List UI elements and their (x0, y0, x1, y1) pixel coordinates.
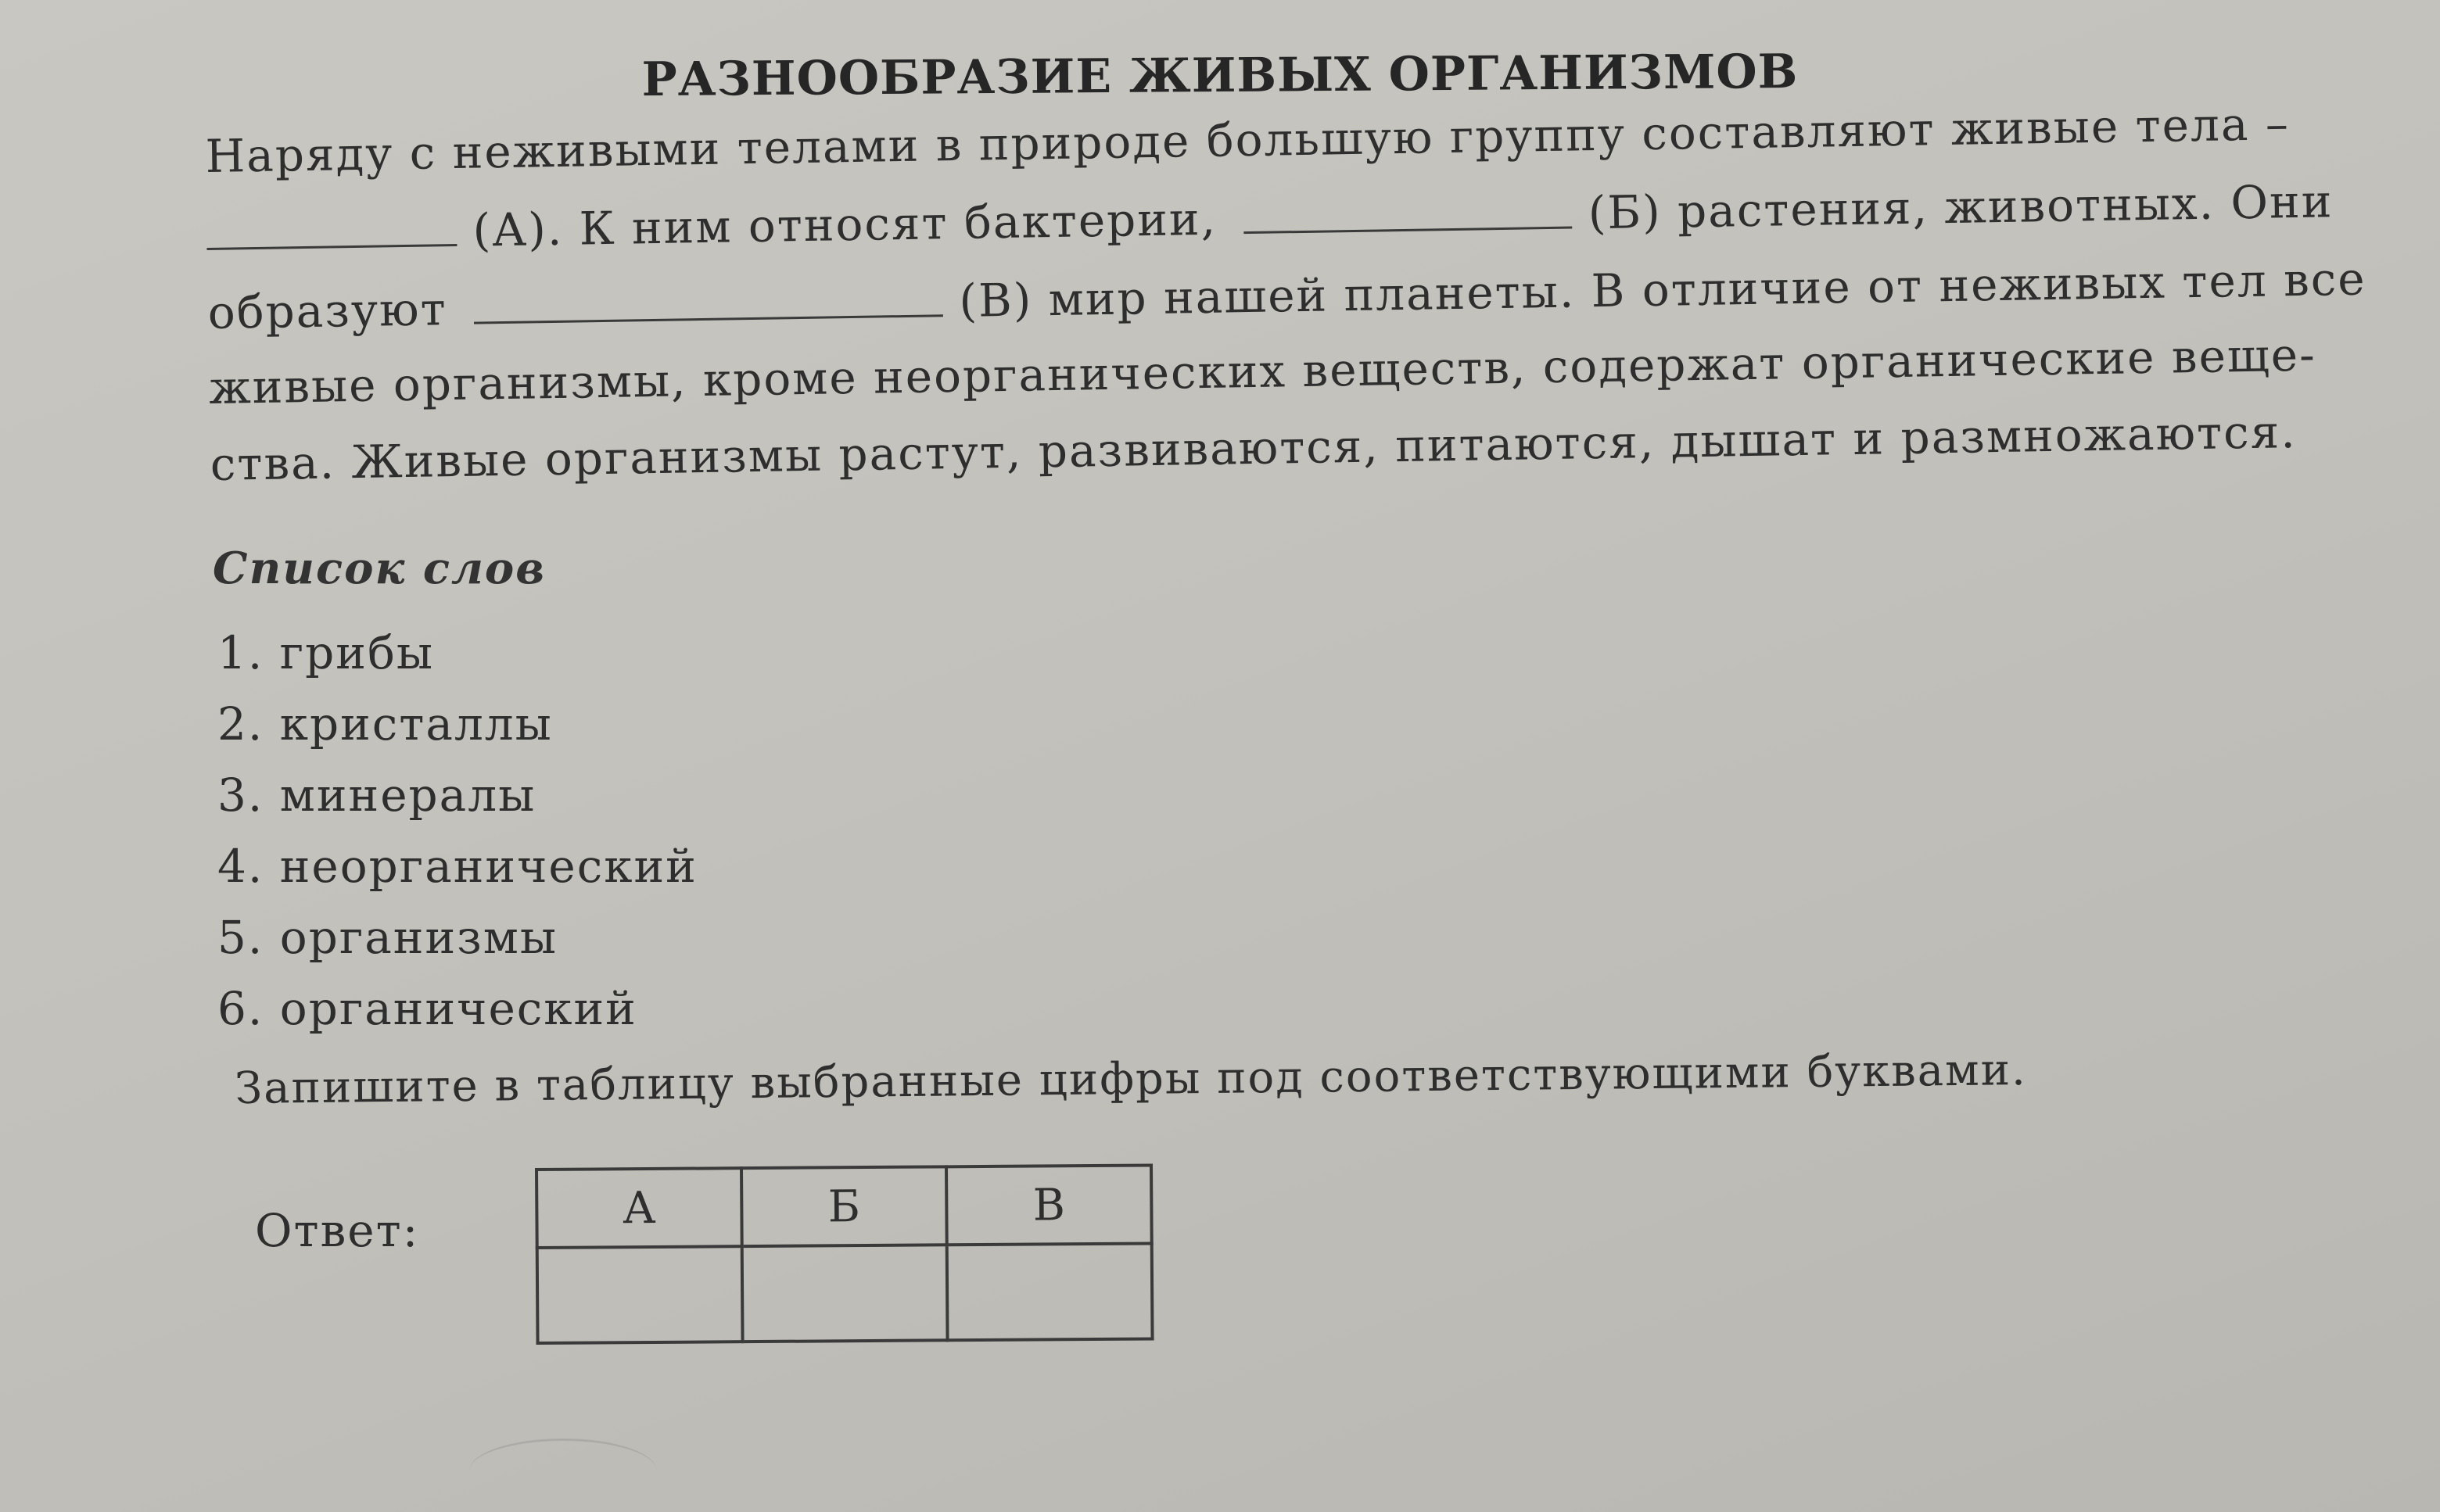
paragraph-line-2 (206, 170, 2334, 266)
word-list-item: 5. организмы (217, 911, 558, 964)
word-list-item: 2. кристаллы (217, 697, 553, 751)
answer-cell-c[interactable] (947, 1243, 1153, 1340)
answer-label: Ответ: (255, 1204, 420, 1257)
answer-header-b: Б (741, 1166, 947, 1246)
answer-header-a: А (536, 1168, 742, 1248)
paragraph-line-4: живые организмы, кроме неорганических веществ, содержат органические веще- (208, 328, 2317, 414)
answer-table-input-row (537, 1243, 1153, 1342)
word-list-item: 3. минералы (217, 769, 536, 822)
page-title: РАЗНООБРАЗИЕ ЖИВЫХ ОРГАНИЗМОВ (641, 44, 1799, 108)
blank-a[interactable] (206, 206, 458, 250)
pencil-mark (469, 1439, 657, 1503)
word-list-title: Список слов (213, 543, 547, 594)
answer-table (535, 1163, 1154, 1345)
word-list-item: 6. органический (217, 982, 637, 1035)
word-list-item: 1. грибы (217, 626, 435, 679)
answer-cell-a[interactable] (537, 1246, 743, 1343)
blank-b[interactable] (1243, 189, 1573, 235)
paragraph-line-2-text-b: (Б) растения, животных. Они (1588, 174, 2334, 240)
answer-cell-b[interactable] (742, 1245, 948, 1342)
answer-table-header-row (536, 1165, 1152, 1247)
instruction-text: Запишите в таблицу выбранные цифры под соответствующими буквами. (235, 1044, 2028, 1114)
word-list (217, 618, 698, 1044)
blank-c[interactable] (474, 277, 944, 324)
paragraph-line-1: Наряду с неживыми телами в природе большую группу составляют живые тела – (205, 97, 2291, 183)
answer-header-c: В (946, 1165, 1152, 1245)
paragraph-line-2-text-a: (А). К ним относят бактерии, (472, 192, 1218, 257)
paragraph-line-3-text-a: образуют (207, 282, 448, 339)
paragraph-line-5: ства. Живые организмы растут, развиваются, питаются, дышат и размножаются. (210, 405, 2298, 491)
paragraph-line-3-text-b: (В) мир нашей планеты. В отличие от неживых тел все (958, 252, 2367, 328)
word-list-item: 4. неорганический (217, 840, 698, 893)
